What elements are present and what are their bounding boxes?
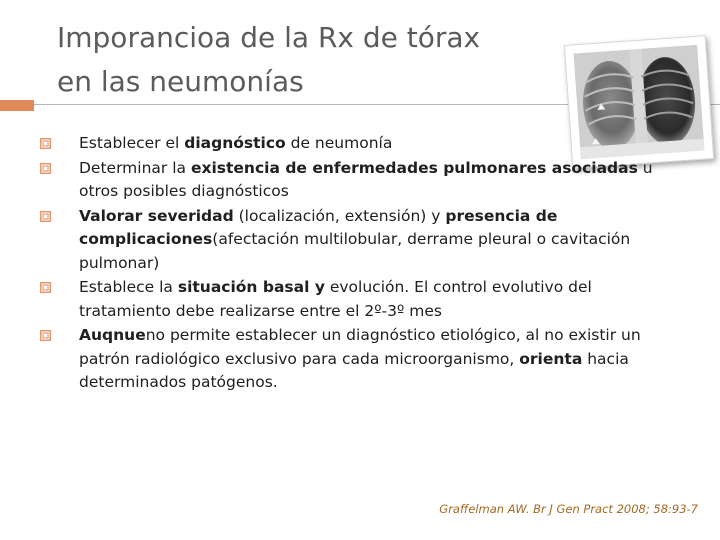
bullet-text: (localización, extensión) y (233, 206, 446, 225)
bullet-text: evolución. El control evolutivo del tratamiento debe realizarse entre el 2º-3º mes (79, 278, 592, 320)
bullet-text: Establecer el (79, 134, 185, 152)
square-bullet-icon (40, 330, 51, 341)
bullet-text: (afectación multilobular, derrame pleural o cavitación pulmonar) (79, 230, 631, 272)
bullet-list (36, 132, 686, 396)
bullet-item (36, 324, 686, 395)
bullet-emphasis: orienta (519, 349, 583, 368)
bullet-emphasis: situación basal y (177, 278, 325, 296)
title-line-1: Imporancioa de la Rx de tórax (57, 21, 481, 54)
slide-title (57, 16, 557, 104)
bullet-text: u otros posibles diagnósticos (79, 158, 653, 200)
bullet-text: hacia determinados patógenos. (79, 349, 629, 391)
bullet-emphasis: Valorar severidad (79, 206, 234, 225)
bullet-emphasis: diagnóstico (184, 134, 286, 152)
bullet-text: Establece la (79, 278, 178, 296)
bullet-item (36, 205, 686, 276)
bullet-emphasis: existencia de enfermedades pulmonares asociadas (190, 158, 638, 177)
citation: Graffelman AW. Br J Gen Pract 2008; 58:93-7 (439, 502, 698, 516)
bullet-item (36, 157, 686, 204)
bullet-item (36, 132, 686, 156)
square-bullet-icon (40, 211, 51, 222)
bullet-text: de neumonía (285, 134, 393, 152)
bullet-emphasis: Auqnue (79, 326, 146, 344)
bullet-text: Determinar la (79, 158, 191, 177)
bullet-item (36, 276, 686, 323)
square-bullet-icon (40, 282, 51, 293)
title-line-2: en las neumonías (57, 65, 304, 98)
square-bullet-icon (40, 138, 51, 149)
square-bullet-icon (40, 163, 51, 174)
accent-bar (0, 100, 34, 111)
bullet-text: no permite establecer un diagnóstico etiológico, al no existir un patrón radiológico exclusivo para cada microorganismo, (79, 326, 641, 368)
bullet-emphasis: presencia de complicaciones (79, 206, 558, 248)
